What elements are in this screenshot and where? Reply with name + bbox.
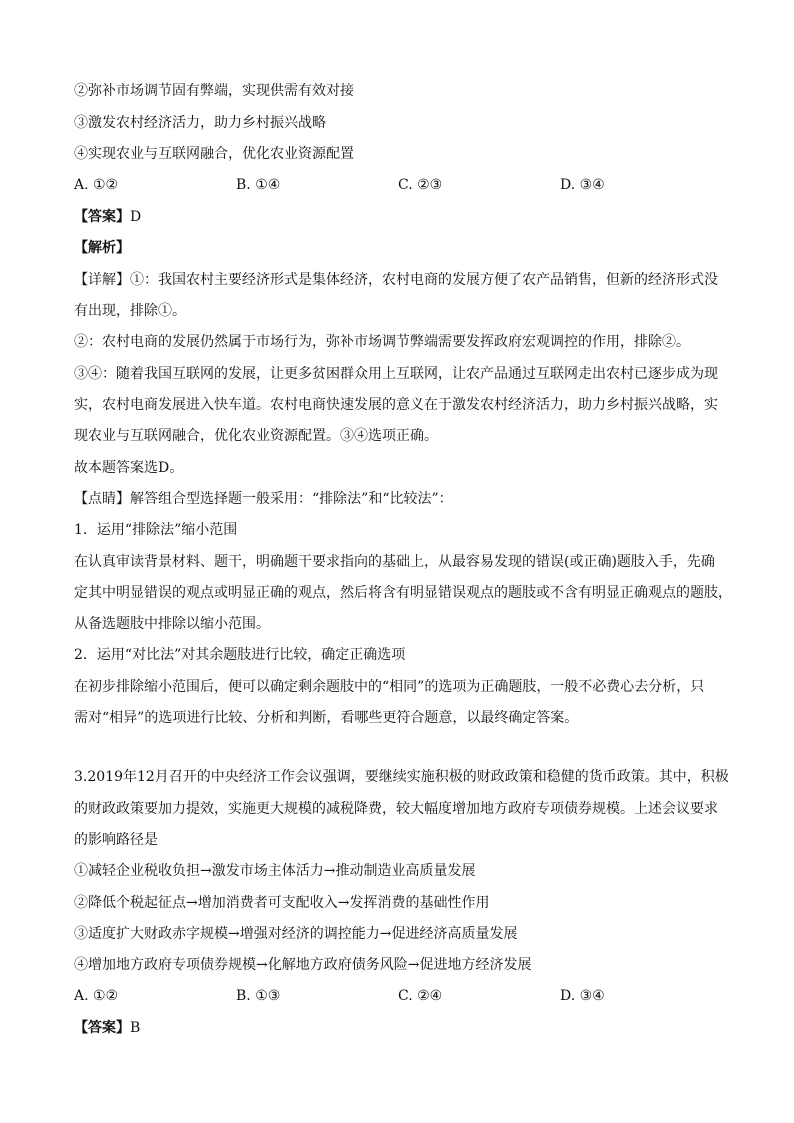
q2-tips-line-1: 【点睛】解答组合型选择题一般采用：“排除法”和“比较法”： [74,491,453,507]
q3-option-c: C. ②④ [398,988,443,1004]
q2-detail-line-7: 故本题答案选D。 [74,460,184,476]
q2-analysis-label: 【解析】 [74,240,130,256]
q3-option-d: D. ③④ [560,988,605,1004]
q2-detail-line-2: 有出现，排除①。 [74,303,186,319]
q3-stem-line-1: 3.2019年12月召开的中央经济工作会议强调，要继续实施积极的财政政策和稳健的货币政策。其中，积极 [74,769,729,785]
q2-tips-line-3: 在认真审读背景材料、题干，明确题干要求指向的基础上，从最容易发现的错误(或正确)题肢入手，先确 [74,554,715,570]
q2-detail-line-6: 现农业与互联网融合，优化农业资源配置。③④选项正确。 [74,428,438,444]
q2-tips-line-8: 需对“相异”的选项进行比较、分析和判断，看哪些更符合题意，以最终确定答案。 [74,710,579,726]
q3-choice-4: ④增加地方政府专项债券规模→化解地方政府债务风险→促进地方经济发展 [74,957,532,973]
q2-option-c: C. ②③ [398,177,443,193]
q2-detail-line-1: 【详解】①：我国农村主要经济形式是集体经济，农村电商的发展方便了农产品销售，但新的经济形式没 [74,272,718,288]
q2-detail-line-5: 实，农村电商发展进入快车道。农村电商快速发展的意义在于激发农村经济活力，助力乡村振兴战略，实 [74,397,718,413]
q2-choice-2: ②弥补市场调节固有弊端，实现供需有效对接 [74,83,354,99]
q2-option-b: B. ①④ [236,177,281,193]
q3-stem-line-2: 的财政政策要加力提效，实施更大规模的减税降费，较大幅度增加地方政府专项债券规模。上述会议要求 [74,801,718,817]
q2-answer [74,207,141,227]
q2-choice-4: ④实现农业与互联网融合，优化农业资源配置 [74,146,354,162]
q2-detail-line-3: ②：农村电商的发展仍然属于市场行为，弥补市场调节弊端需要发挥政府宏观调控的作用，排除②。 [74,334,690,350]
q2-tips-line-2: 1．运用“排除法”缩小范围 [74,522,238,538]
q3-answer-value: B [130,1020,141,1036]
q3-options [74,986,714,1006]
q3-choice-1: ①减轻企业税收负担→激发市场主体活力→推动制造业高质量发展 [74,863,476,879]
q3-answer [74,1018,140,1038]
q2-detail-line-4: ③④：随着我国互联网的发展，让更多贫困群众用上互联网，让农产品通过互联网走出农村已逐步成为现 [74,366,718,382]
q2-tips-line-6: 2．运用“对比法”对其余题肢进行比较，确定正确选项 [74,647,406,663]
q2-tips-line-4: 定其中明显错误的观点或明显正确的观点，然后将含有明显错误观点的题肢或不含有明显正确观点的题肢， [74,585,732,601]
q2-answer-label: 【答案】 [74,209,130,225]
q3-stem-line-3: 的影响路径是 [74,832,158,848]
q2-tips-line-5: 从备选题肢中排除以缩小范围。 [74,616,270,632]
q2-option-a: A. ①② [74,177,119,193]
q2-choice-3: ③激发农村经济活力，助力乡村振兴战略 [74,115,326,131]
q3-answer-label: 【答案】 [74,1020,130,1036]
q3-option-a: A. ①② [74,988,119,1004]
q3-choice-2: ②降低个税起征点→增加消费者可支配收入→发挥消费的基础性作用 [74,895,490,911]
q2-answer-value: D [130,209,142,225]
q2-option-d: D. ③④ [560,177,605,193]
q3-choice-3: ③适度扩大财政赤字规模→增强对经济的调控能力→促进经济高质量发展 [74,926,518,942]
q2-options [74,175,714,195]
q3-option-b: B. ①③ [236,988,281,1004]
q2-tips-line-7: 在初步排除缩小范围后，便可以确定剩余题肢中的“相同”的选项为正确题肢，一般不必费心去分析，只 [74,679,705,695]
